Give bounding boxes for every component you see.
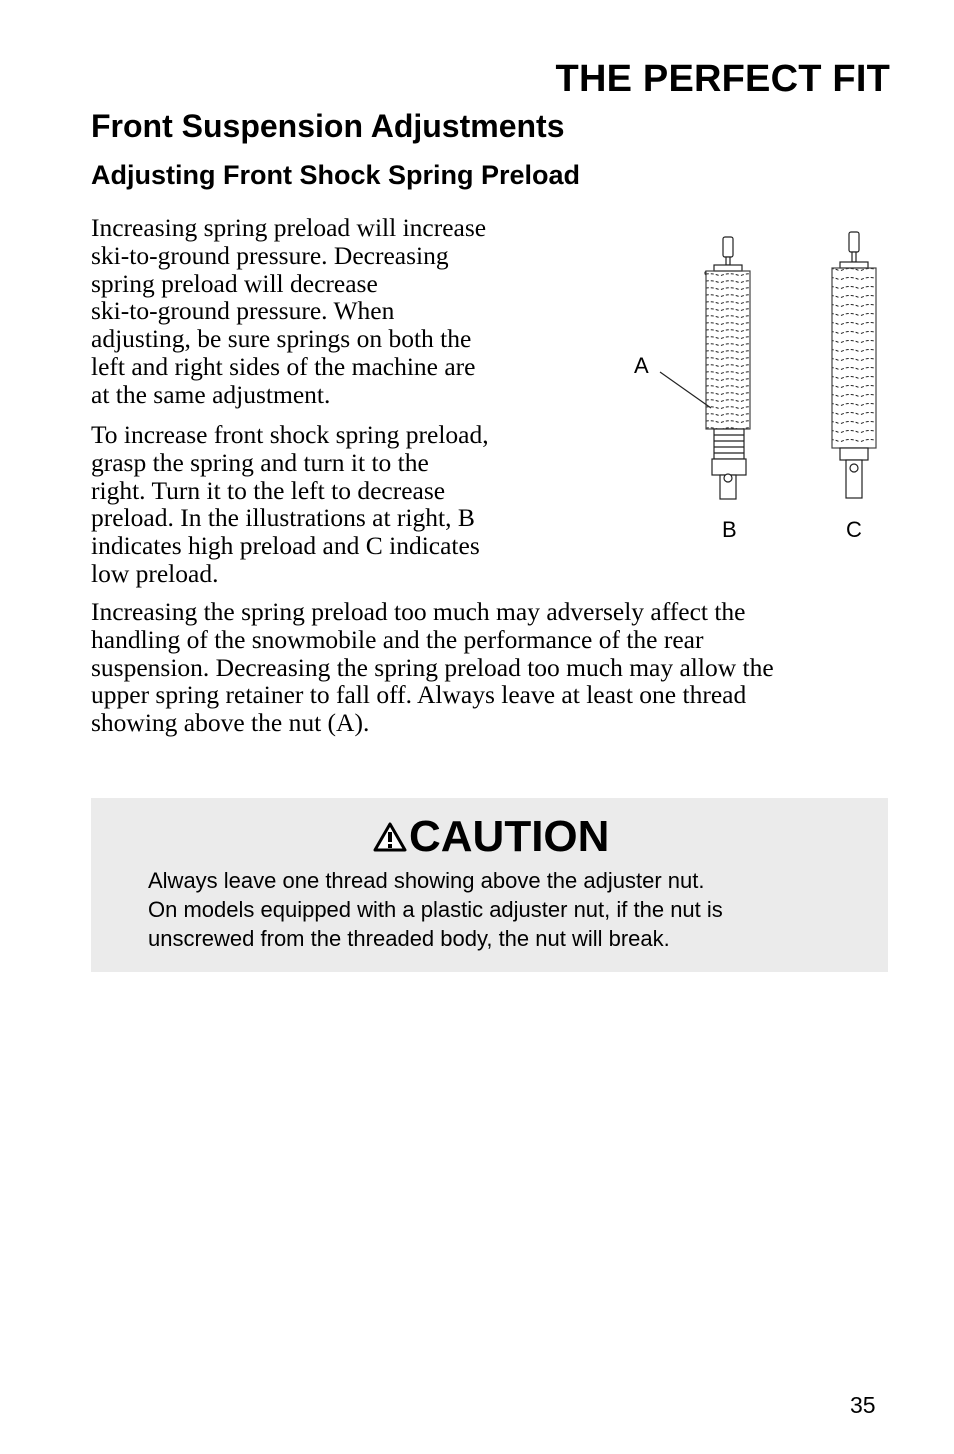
caution-box [91,798,888,972]
page-number: 35 [850,1392,876,1418]
warning-triangle-icon [373,822,407,852]
shock-b-icon [705,237,750,499]
caution-text [148,866,723,953]
text-line: indicates high preload and C indicates [91,531,480,561]
text-line: To increase front shock spring preload, [91,420,489,449]
page-title: Front Suspension Adjustments [91,108,565,144]
text-line: right. Turn it to the left to decrease [91,475,446,505]
caution-heading [373,812,609,862]
text-line: On models equipped with a plastic adjuster nut, if the nut is [148,897,723,922]
paragraph-preload-effect [91,214,486,409]
shock-absorber-illustration [620,230,900,550]
shock-c-icon [832,232,876,498]
paragraph-preload-warning [91,598,774,737]
label-b: B [722,517,737,542]
text-line: showing above the nut (A). [91,708,370,738]
text-line: adjusting, be sure springs on both the [91,324,472,354]
paragraph-adjust-instructions [91,421,489,588]
section-header: THE PERFECT FIT [555,58,890,100]
text-line: ski-to-ground pressure. Decreasing [91,240,449,270]
callout-line-a [660,372,711,408]
text-line: ski-to-ground pressure. When [91,296,395,326]
text-line: grasp the spring and turn it to the [91,447,429,477]
text-line: preload. In the illustrations at right, B [91,503,475,533]
text-line: Always leave one thread showing above the adjuster nut. [148,868,705,893]
text-line: spring preload will decrease [91,268,378,298]
text-line: suspension. Decreasing the spring preload too much may allow the [91,652,774,682]
subsection-title: Adjusting Front Shock Spring Preload [91,160,581,190]
label-a: A [634,353,649,378]
text-line: unscrewed from the threaded body, the nut will break. [148,926,670,951]
text-line: Increasing the spring preload too much may adversely affect the [91,597,746,626]
text-line: low preload. [91,558,219,588]
text-line: upper spring retainer to fall off. Always leave at least one thread [91,680,747,710]
text-line: handling of the snowmobile and the performance of the rear [91,624,704,654]
caution-title: CAUTION [409,812,610,861]
label-c: C [846,517,862,542]
text-line: at the same adjustment. [91,379,331,409]
text-line: left and right sides of the machine are [91,351,476,381]
text-line: Increasing spring preload will increase [91,213,487,242]
